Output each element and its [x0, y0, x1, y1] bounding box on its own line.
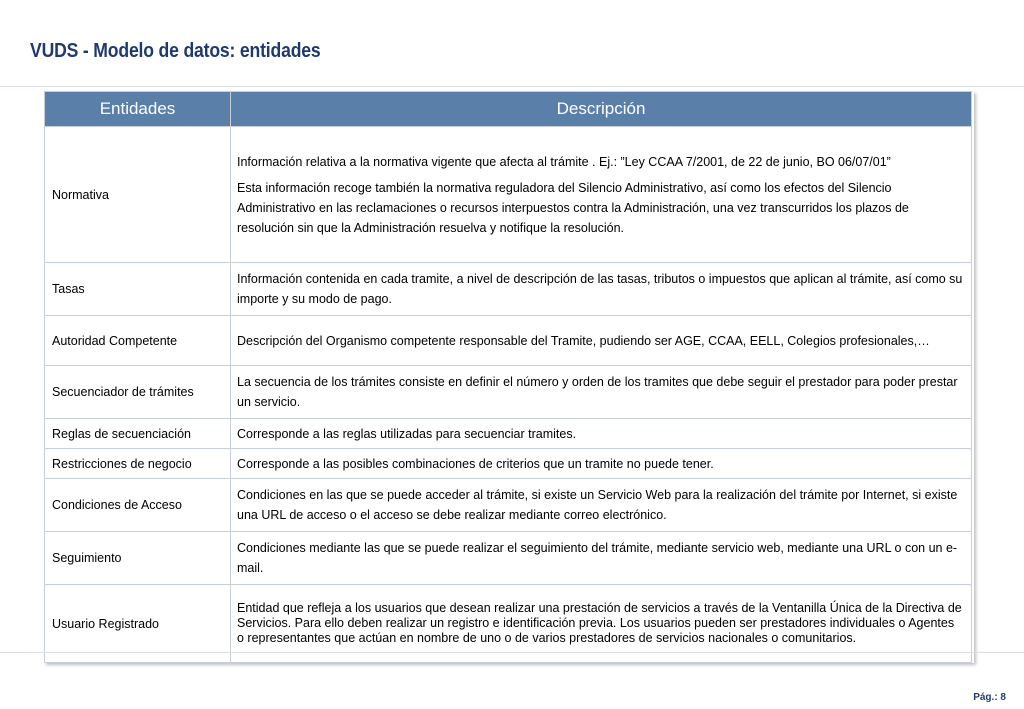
- table-row: [45, 532, 972, 585]
- description-paragraph: Corresponde a las posibles combinaciones de criterios que un tramite no puede tener.: [237, 456, 714, 471]
- entity-name: Secuenciador de trámites: [45, 366, 231, 419]
- entity-name: Autoridad Competente: [45, 316, 231, 366]
- entity-name: Normativa: [45, 127, 231, 263]
- description-paragraph: Información contenida en cada tramite, a nivel de descripción de las tasas, tributos o impuestos que aplican al trámite, así como su importe y su modo de pago.: [237, 272, 963, 306]
- table-header-row: [45, 92, 972, 127]
- entity-name: Tasas: [45, 263, 231, 316]
- entity-description: [231, 479, 972, 532]
- entities-table-container: [44, 91, 974, 663]
- entity-description: [231, 419, 972, 449]
- table-row: [45, 419, 972, 449]
- entity-name: Condiciones de Acceso: [45, 479, 231, 532]
- header-divider: [0, 86, 1024, 87]
- entity-description: [231, 532, 972, 585]
- table-row: [45, 449, 972, 479]
- description-paragraph: Entidad que refleja a los usuarios que desean realizar una prestación de servicios a través de la Ventanilla Única de la Directiva de Servicios. Para ello deben realizar un registro e identificación previa. Los usuarios pueden ser prestadores individuales o Agentes o representantes que actúan en nombre de uno o de varios prestadores de servicios nacionales o comunitarios.: [237, 601, 962, 645]
- description-paragraph: Esta información recoge también la normativa reguladora del Silencio Administrativo, así como los efectos del Silencio Administrativo en las reclamaciones o recursos interpuestos contra la Administración, una vez transcurridos los plazos de resolución sin que la Administración resuelva y notifique la resolución.: [237, 180, 909, 235]
- footer-divider: [0, 652, 1024, 653]
- entity-name: Restricciones de negocio: [45, 449, 231, 479]
- description-paragraph: La secuencia de los trámites consiste en definir el número y orden de los tramites que debe seguir el prestador para poder prestar un servicio.: [237, 375, 958, 409]
- entity-description: [231, 127, 972, 263]
- entity-name: Usuario Registrado: [45, 585, 231, 663]
- description-paragraph: Información relativa a la normativa vigente que afecta al trámite . Ej.: ”Ley CCAA 7/2001, de 22 de junio, BO 06/07/01”: [237, 154, 891, 169]
- entity-name: Seguimiento: [45, 532, 231, 585]
- entity-description: [231, 316, 972, 366]
- page-title: VUDS - Modelo de datos: entidades: [30, 40, 321, 62]
- description-paragraph: Condiciones mediante las que se puede realizar el seguimiento del trámite, mediante servicio web, mediante una URL o con un e-mail.: [237, 541, 958, 575]
- table-row: [45, 479, 972, 532]
- entities-table: [44, 91, 972, 663]
- table-row: [45, 316, 972, 366]
- column-header-description: Descripción: [231, 92, 972, 127]
- table-row: [45, 263, 972, 316]
- table-row: [45, 127, 972, 263]
- description-paragraph: Descripción del Organismo competente responsable del Tramite, pudiendo ser AGE, CCAA, EELL, Colegios profesionales,…: [237, 333, 930, 348]
- entity-description: [231, 366, 972, 419]
- page-number: Pág.: 8: [973, 692, 1006, 703]
- entity-name: Reglas de secuenciación: [45, 419, 231, 449]
- entity-description: [231, 263, 972, 316]
- table-row: [45, 585, 972, 663]
- table-row: [45, 366, 972, 419]
- column-header-entities: Entidades: [45, 92, 231, 127]
- entity-description: [231, 585, 972, 663]
- description-paragraph: Condiciones en las que se puede acceder al trámite, si existe un Servicio Web para la realización del trámite por Internet, si existe una URL de acceso o el acceso se debe realizar mediante correo electrónico.: [237, 488, 958, 522]
- description-paragraph: Corresponde a las reglas utilizadas para secuenciar tramites.: [237, 426, 577, 441]
- entity-description: [231, 449, 972, 479]
